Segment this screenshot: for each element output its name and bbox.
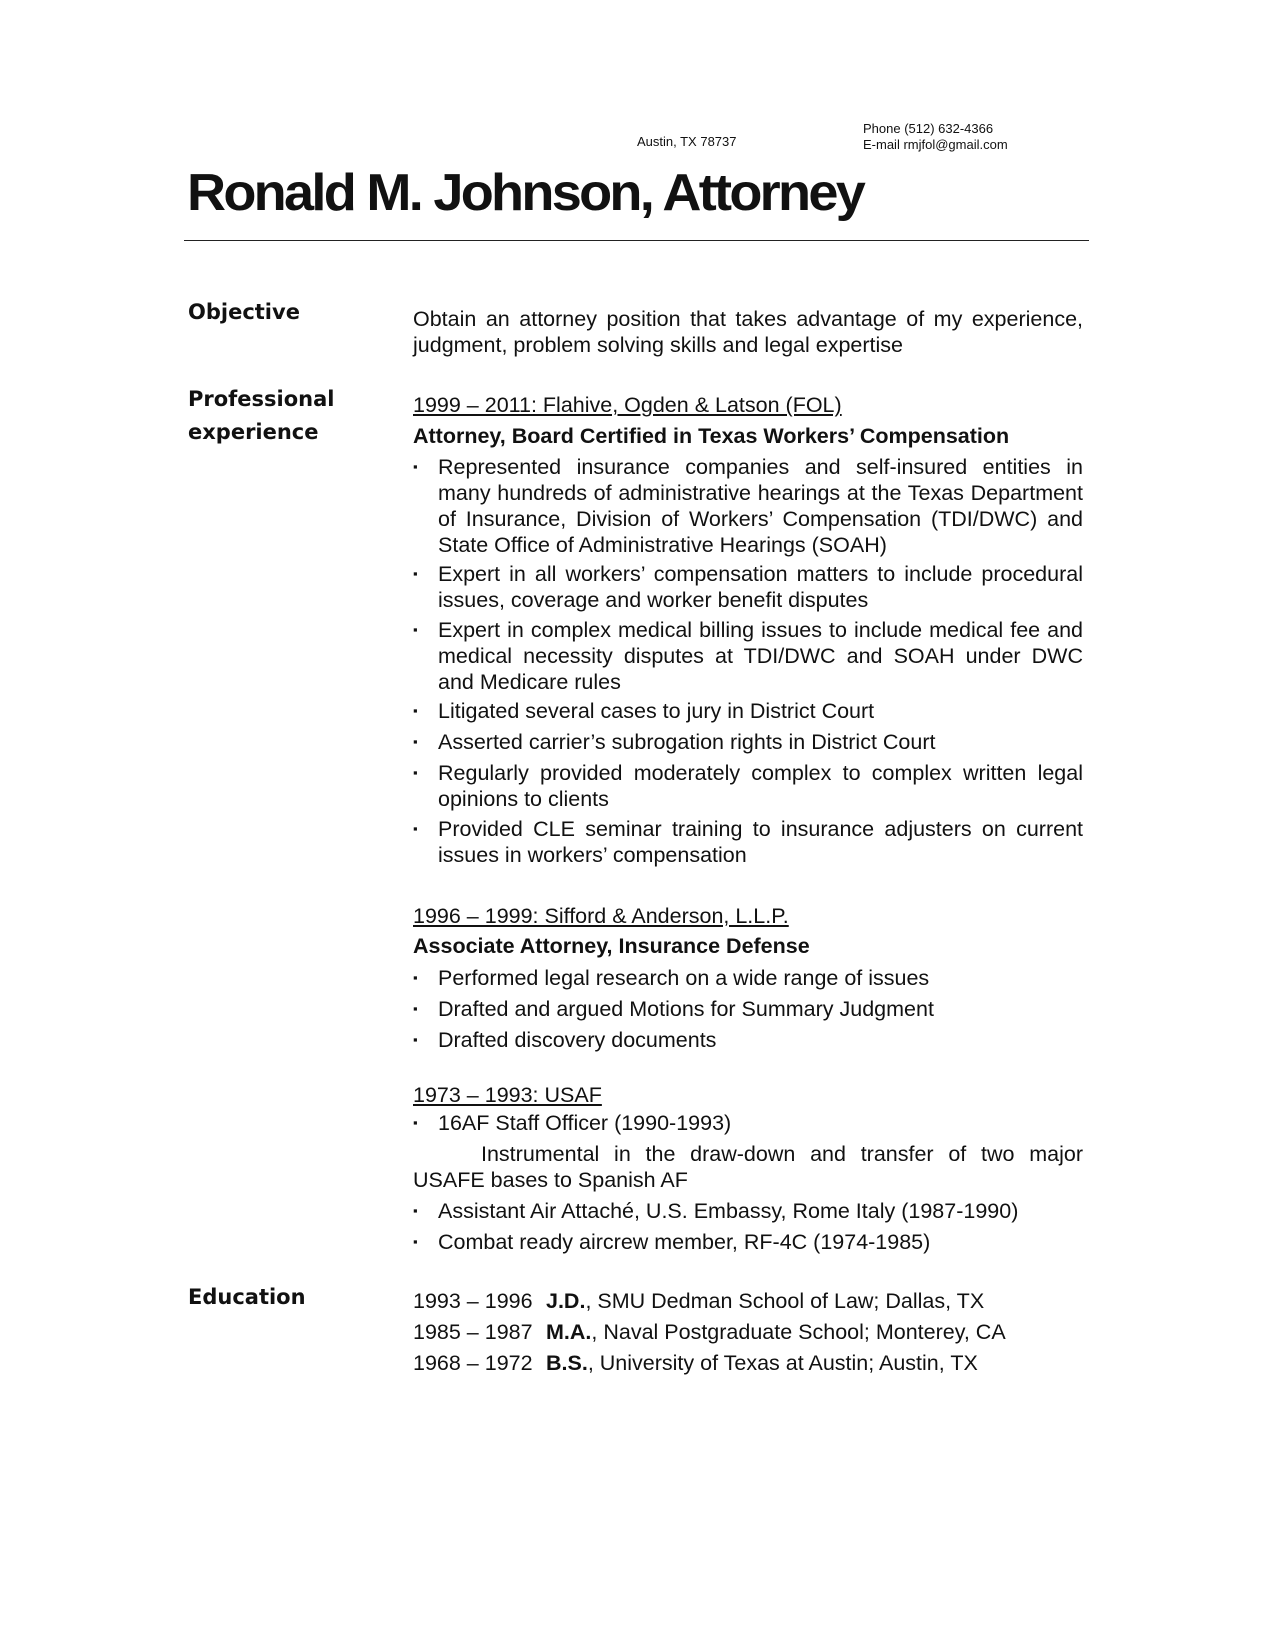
job-title: Associate Attorney, Insurance Defense [413, 934, 810, 958]
job-title: Attorney, Board Certified in Texas Workers’ Compensation [413, 424, 1010, 448]
section-heading-education: Education [188, 1285, 306, 1309]
job-header: 1999 – 2011: Flahive, Ogden & Latson (FOL) [413, 393, 842, 417]
list-item: ▪ Assistant Air Attaché, U.S. Embassy, Rome Italy (1987-1990) [413, 1199, 1019, 1223]
list-item: ▪ 16AF Staff Officer (1990-1993) [413, 1111, 732, 1135]
education-item [413, 1319, 1006, 1345]
section-heading-professional-experience [188, 383, 335, 449]
bullet-marker: ▪ [413, 1001, 418, 1016]
education-item [413, 1350, 978, 1376]
bullet-marker: ▪ [413, 1234, 418, 1249]
job-note: Instrumental in the draw-down and transfer of two major USAFE bases to Spanish AF [413, 1142, 1083, 1192]
bullet-marker: ▪ [413, 970, 418, 985]
bullet-marker: ▪ [413, 459, 418, 474]
objective-text: Obtain an attorney position that takes advantage of my experience, judgment, problem solving skills and legal expertise [413, 307, 1083, 357]
list-item: ▪ Provided CLE seminar training to insurance adjusters on current issues in workers’ compensation [413, 817, 1083, 867]
section-heading-line: experience [188, 420, 319, 444]
education-years: 1968 – 1972 [413, 1351, 533, 1375]
resume-name: Ronald M. Johnson, Attorney [187, 164, 864, 222]
contact-email: E-mail rmjfol@gmail.com [863, 137, 1008, 152]
list-item: ▪ Expert in complex medical billing issues to include medical fee and medical necessity disputes at TDI/DWC and SOAH under DWC and Medicare rules [413, 618, 1083, 694]
list-item: ▪ Drafted discovery documents [413, 1028, 717, 1052]
bullet-marker: ▪ [413, 703, 418, 718]
list-item: ▪ Combat ready aircrew member, RF-4C (1974-1985) [413, 1230, 931, 1254]
education-years: 1985 – 1987 [413, 1320, 533, 1344]
bullet-marker: ▪ [413, 821, 418, 836]
education-school: , University of Texas at Austin; Austin, TX [587, 1351, 978, 1375]
list-item: ▪ Litigated several cases to jury in District Court [413, 699, 875, 723]
list-item: ▪ Performed legal research on a wide range of issues [413, 966, 930, 990]
education-item [413, 1288, 984, 1314]
education-school: , Naval Postgraduate School; Monterey, CA [591, 1320, 1006, 1344]
bullet-marker: ▪ [413, 1032, 418, 1047]
list-item: ▪ Regularly provided moderately complex to complex written legal opinions to clients [413, 761, 1083, 811]
header-divider [184, 240, 1089, 241]
bullet-marker: ▪ [413, 622, 418, 637]
bullet-marker: ▪ [413, 765, 418, 780]
contact-block [863, 121, 1008, 153]
education-years: 1993 – 1996 [413, 1289, 533, 1313]
job-header: 1973 – 1993: USAF [413, 1083, 602, 1107]
education-degree: M.A. [546, 1320, 592, 1344]
contact-city: Austin, TX 78737 [637, 134, 737, 149]
bullet-marker: ▪ [413, 1115, 418, 1130]
section-heading-objective: Objective [188, 300, 300, 324]
education-degree: B.S. [546, 1351, 588, 1375]
list-item: ▪ Drafted and argued Motions for Summary Judgment [413, 997, 934, 1021]
list-item: ▪ Asserted carrier’s subrogation rights in District Court [413, 730, 936, 754]
list-item: ▪ Represented insurance companies and self-insured entities in many hundreds of administrative hearings at the Texas Department of Insurance, Division of Workers’ Compensation (TDI/DWC) and State Office of Administrative Hearings (SOAH) [413, 455, 1083, 557]
education-school: , SMU Dedman School of Law; Dallas, TX [585, 1289, 985, 1313]
contact-phone: Phone (512) 632-4366 [863, 121, 994, 136]
bullet-marker: ▪ [413, 1203, 418, 1218]
bullet-marker: ▪ [413, 566, 418, 581]
bullet-marker: ▪ [413, 734, 418, 749]
education-degree: J.D. [546, 1289, 586, 1313]
section-heading-line: Professional [188, 387, 335, 411]
job-header: 1996 – 1999: Sifford & Anderson, L.L.P. [413, 904, 789, 928]
list-item: ▪ Expert in all workers’ compensation matters to include procedural issues, coverage and worker benefit disputes [413, 562, 1083, 612]
